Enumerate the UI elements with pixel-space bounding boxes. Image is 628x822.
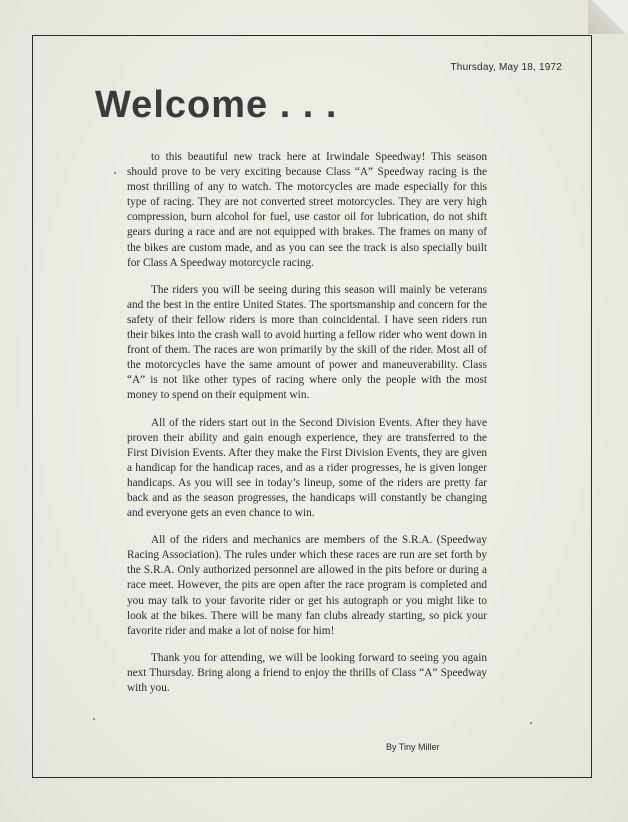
paper-speck bbox=[114, 172, 116, 174]
author-byline: By Tiny Miller bbox=[386, 742, 440, 752]
paragraph-thanks: Thank you for attending, we will be looking forward to seeing you again next Thursday. Bring along a friend to enjoy the thrills of Class “A” Speedway with you. bbox=[127, 651, 487, 694]
issue-date: Thursday, May 18, 1972 bbox=[450, 62, 562, 73]
paragraph-intro: to this beautiful new track here at Irwindale Speedway! This season should prove to be very exciting because Class “A” Speedway racing is the most thrilling of any to watch. The motorcycles are made especially for this type of racing. They are not converted street motorcycles. They are very high compression, burn alcohol for fuel, use castor oil for lubrication, do not shift gears during a race and are not equipped with brakes. The frames on many of the bikes are custom made, and as you can see the track is also specially built for Class A Speedway motorcycle racing. bbox=[127, 151, 487, 269]
article-body bbox=[127, 150, 487, 708]
paragraph-sra: All of the riders and mechanics are members of the S.R.A. (Speedway Racing Association). The rules under which these races are run are set forth by the S.R.A. Only authorized personnel are allowed in the pits before or during a race meet. However, the pits are open after the race program is completed and you may talk to your favorite rider or get his autograph or you might like to look at the bikes. There will be many fan clubs already starting, so pick your favorite rider and make a lot of noise for him! bbox=[127, 534, 487, 637]
paragraph-riders: The riders you will be seeing during this season will mainly be veterans and the best in the entire United States. The sportsmanship and concern for the safety of their fellow riders is more than coincidental. I have seen riders run their bikes into the crash wall to avoid hurting a fellow rider who went down in front of them. The races are won primarily by the skill of the rider. Most all of the motorcycles have the same amount of power and maneuverability. Class “A” is not like other types of racing where only the people with the most money to spend on their equipment win. bbox=[127, 283, 487, 402]
paragraph-divisions: All of the riders start out in the Second Division Events. After they have proven their ability and gain enough experience, they are transferred to the First Division Events. After they make the First Division Events, they are given a handicap for the handicap races, and as a rider progresses, he is given longer handicaps. As you will see in today’s lineup, some of the riders are pretty far back and as the season progresses, the handicaps will constantly be changing and everyone gets an even chance to win. bbox=[127, 416, 487, 520]
folded-corner bbox=[588, 0, 628, 34]
paper-speck bbox=[530, 722, 532, 724]
page-title: Welcome . . . bbox=[95, 84, 338, 126]
paper-speck bbox=[93, 718, 95, 720]
